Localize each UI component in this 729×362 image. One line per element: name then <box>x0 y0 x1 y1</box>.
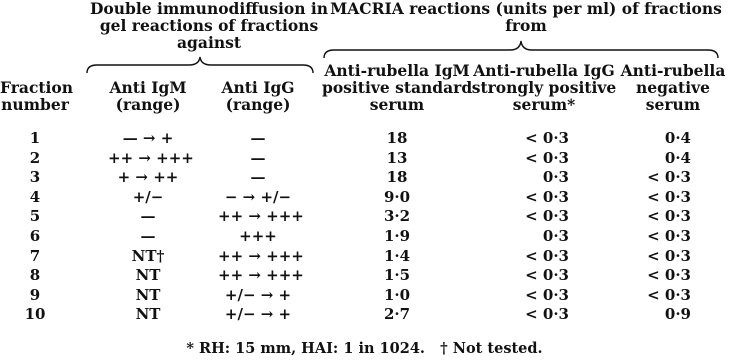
column-header-fraction-number <box>0 78 74 114</box>
header-line: serum <box>645 95 701 114</box>
cell-anti-igg: — <box>250 168 266 187</box>
cell-anti-igg: — <box>250 148 266 167</box>
cell-igm-serum: 2·7 <box>383 305 411 324</box>
cell-igg-serum: < 0·3 <box>525 187 569 206</box>
header-line: serum <box>369 95 425 114</box>
cell-fraction-number: 6 <box>29 227 41 245</box>
brace-double-immunodiffusion <box>85 55 315 75</box>
cell-fraction-number: 9 <box>29 285 41 304</box>
cell-anti-igg: +/− → + <box>224 285 292 304</box>
cell-negative-serum: < 0·3 <box>647 266 691 285</box>
cell-anti-igg: ++ → +++ <box>218 266 304 285</box>
cell-igg-serum: < 0·3 <box>525 305 569 324</box>
cell-anti-igg: ++ → +++ <box>218 207 304 226</box>
header-line: (range) <box>225 95 291 114</box>
header-line: from <box>505 16 547 35</box>
header-line: MACRIA reactions (units per ml) of fractions <box>330 0 722 18</box>
footnote: * RH: 15 mm, HAI: 1 in 1024. † Not tested. <box>186 340 543 357</box>
cell-negative-serum: < 0·3 <box>647 227 691 245</box>
cell-negative-serum: 0·4 <box>664 129 691 147</box>
header-line: (range) <box>115 95 181 114</box>
cell-anti-igm: ++ → +++ <box>108 148 194 167</box>
cell-negative-serum: 0·4 <box>664 148 691 167</box>
cell-negative-serum: < 0·3 <box>647 246 691 265</box>
group-header-macria <box>326 0 726 34</box>
cell-anti-igg: +/− → + <box>224 305 292 324</box>
column-header-anti-igg <box>208 79 308 113</box>
cell-anti-igm: NT <box>135 305 161 324</box>
cell-igm-serum: 1·0 <box>383 285 411 304</box>
cell-fraction-number: 5 <box>29 207 41 226</box>
cell-negative-serum: < 0·3 <box>647 168 691 187</box>
header-line: Double immunodiffusion in <box>89 0 329 18</box>
cell-negative-serum: 0·9 <box>664 305 691 324</box>
header-line: Anti IgM <box>109 78 187 97</box>
cell-igm-serum: 18 <box>386 129 408 147</box>
cell-igm-serum: 3·2 <box>383 207 411 226</box>
cell-igm-serum: 1·5 <box>383 266 411 285</box>
cell-fraction-number: 10 <box>24 305 46 324</box>
header-line: against <box>177 33 241 52</box>
brace-macria <box>322 38 720 60</box>
cell-negative-serum: < 0·3 <box>647 285 691 304</box>
cell-igm-serum: 1·4 <box>383 246 411 265</box>
cell-igg-serum: < 0·3 <box>525 266 569 285</box>
cell-anti-igm: NT <box>135 285 161 304</box>
column-header-negative-serum <box>618 62 728 113</box>
cell-anti-igm: NT† <box>131 246 165 265</box>
cell-anti-igm: + → ++ <box>117 168 179 187</box>
cell-fraction-number: 3 <box>29 168 41 187</box>
header-line: serum* <box>512 95 576 114</box>
header-line: Anti-rubella <box>620 61 726 80</box>
cell-negative-serum: < 0·3 <box>647 207 691 226</box>
cell-igm-serum: 1·9 <box>383 227 411 245</box>
header-line: Anti-rubella IgG <box>473 61 615 80</box>
header-line: Fraction <box>0 78 74 97</box>
header-line: negative <box>636 78 710 97</box>
cell-fraction-number: 4 <box>29 187 41 206</box>
cell-negative-serum: < 0·3 <box>647 187 691 206</box>
cell-igg-serum: < 0·3 <box>525 148 569 167</box>
header-line: number <box>1 95 69 114</box>
header-line: Anti-rubella IgM <box>324 61 470 80</box>
cell-igm-serum: 9·0 <box>383 187 411 206</box>
cell-anti-igg: − → +/− <box>224 187 292 206</box>
cell-igg-serum: < 0·3 <box>525 207 569 226</box>
cell-anti-igg: — <box>250 129 266 147</box>
header-line: Anti IgG <box>221 78 295 97</box>
header-line: gel reactions of fractions <box>99 16 319 35</box>
group-header-double-immunodiffusion <box>78 0 340 51</box>
cell-igg-serum: 0·3 <box>542 227 569 245</box>
cell-igg-serum: < 0·3 <box>525 129 569 147</box>
cell-igm-serum: 18 <box>386 168 408 187</box>
header-line: positive standard <box>322 78 473 97</box>
cell-anti-igm: +/− <box>132 187 164 206</box>
cell-igg-serum: < 0·3 <box>525 246 569 265</box>
column-header-igm-positive-serum <box>322 62 472 113</box>
cell-fraction-number: 1 <box>29 129 41 147</box>
cell-igg-serum: 0·3 <box>542 168 569 187</box>
cell-igm-serum: 13 <box>386 148 408 167</box>
cell-fraction-number: 8 <box>29 266 41 285</box>
cell-anti-igm: — <box>140 227 156 245</box>
cell-anti-igg: ++ → +++ <box>218 246 304 265</box>
header-line: strongly positive <box>471 78 617 97</box>
cell-fraction-number: 2 <box>29 148 41 167</box>
cell-igg-serum: < 0·3 <box>525 285 569 304</box>
cell-anti-igm: — → + <box>122 129 174 147</box>
column-header-anti-igm <box>98 79 198 113</box>
cell-anti-igm: — <box>140 207 156 226</box>
cell-anti-igm: NT <box>135 266 161 285</box>
cell-anti-igg: +++ <box>239 227 277 245</box>
cell-fraction-number: 7 <box>29 246 41 265</box>
column-header-igg-positive-serum <box>470 62 618 113</box>
